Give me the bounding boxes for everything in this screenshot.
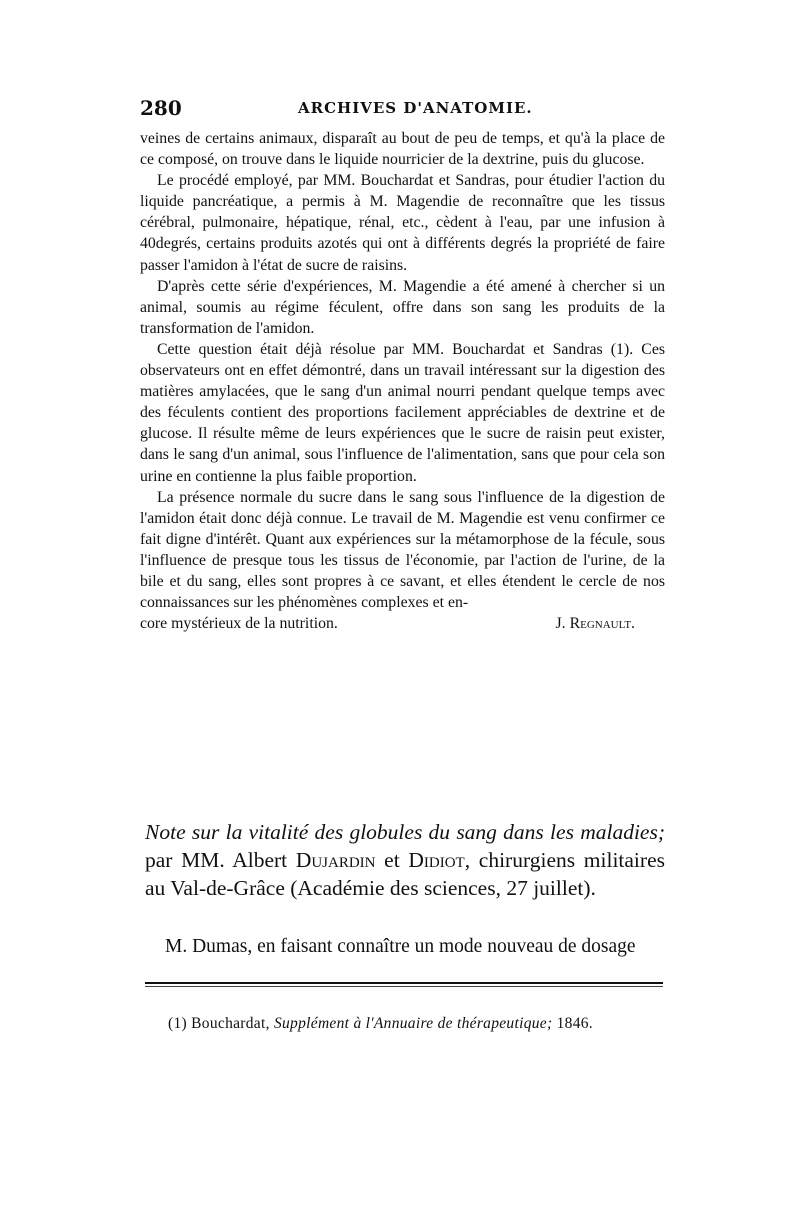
running-head: ARCHIVES D'ANATOMIE. xyxy=(298,99,533,117)
closing-text: core mystérieux de la nutrition. xyxy=(140,615,338,633)
dumas-paragraph: M. Dumas, en faisant connaître un mode nouveau de dosage xyxy=(165,936,636,957)
footnote xyxy=(168,1014,668,1034)
note-rest: , chirurgiens militaires au Val-de-Grâce (Académie des sciences, 27 juillet). xyxy=(145,848,665,900)
note-author-1: Dujardin xyxy=(295,848,376,872)
paragraph: veines de certains animaux, disparaît au bout de peu de temps, et qu'à la place de ce composé, on trouve dans le liquide nourricier de la dextrine, puis du glucose. xyxy=(140,130,665,169)
note-heading xyxy=(145,818,665,902)
note-author-2: Didiot xyxy=(408,848,465,872)
footnote-prefix: (1) Bouchardat, xyxy=(168,1015,274,1032)
page-header xyxy=(140,96,665,122)
paragraph: D'après cette série d'expériences, M. Magendie a été amené à chercher si un animal, soumis au régime féculent, offre dans son sang les produits de la transformation de l'amidon. xyxy=(140,277,665,337)
footnote-rule-thin xyxy=(145,986,663,987)
page-number: 280 xyxy=(140,96,182,120)
closing-line xyxy=(140,613,665,634)
note-by: par MM. Albert xyxy=(145,848,296,872)
paragraph: Le procédé employé, par MM. Bouchardat et Sandras, pour étudier l'action du liquide pancréatique, a permis à M. Magendie de reconnaître que les tissus cérébral, pulmonaire, hépatique, rénal, etc., cèdent à l'eau, par une infusion à 40degrés, certains produits azotés qui ont à différents degrés la propriété de faire passer l'amidon à l'état de sucre de raisins. xyxy=(140,172,665,274)
author-signature: J. Regnault. xyxy=(555,615,635,633)
note-and: et xyxy=(375,848,409,872)
note-title: Note sur la vitalité des globules du sang dans les maladies; xyxy=(145,820,665,844)
paragraph: Cette question était déjà résolue par MM. Bouchardat et Sandras (1). Ces observateurs ont en effet démontré, dans un travail intéressant sur la digestion des matières amylacées, que le sang d'un animal nourri pendant quelque temps avec des féculents contient des proportions facilement appréciables de dextrine et de glucose. Il résulte même de leurs expériences que le sucre de raisin peut exister, dans le sang d'un animal, sous l'influence de l'alimentation, sans que pour cela son urine en contienne la plus faible proportion. xyxy=(140,340,665,485)
footnote-rule xyxy=(145,982,663,984)
body-text xyxy=(140,128,665,634)
paragraph: La présence normale du sucre dans le sang sous l'influence de la digestion de l'amidon était donc déjà connue. Le travail de M. Magendie est venu confirmer ce fait digne d'intérêt. Quant aux expériences sur la métamorphose de la fécule, sous l'influence de presque tous les tissus de l'économie, par l'action de l'urine, de la bile et du sang, elles sont propres à ce savant, et elles étendent le cercle de nos connaissances sur les phénomènes complexes et en- xyxy=(140,488,665,612)
footnote-year: 1846. xyxy=(552,1015,593,1032)
footnote-title: Supplément à l'Annuaire de thérapeutique; xyxy=(273,1015,553,1032)
